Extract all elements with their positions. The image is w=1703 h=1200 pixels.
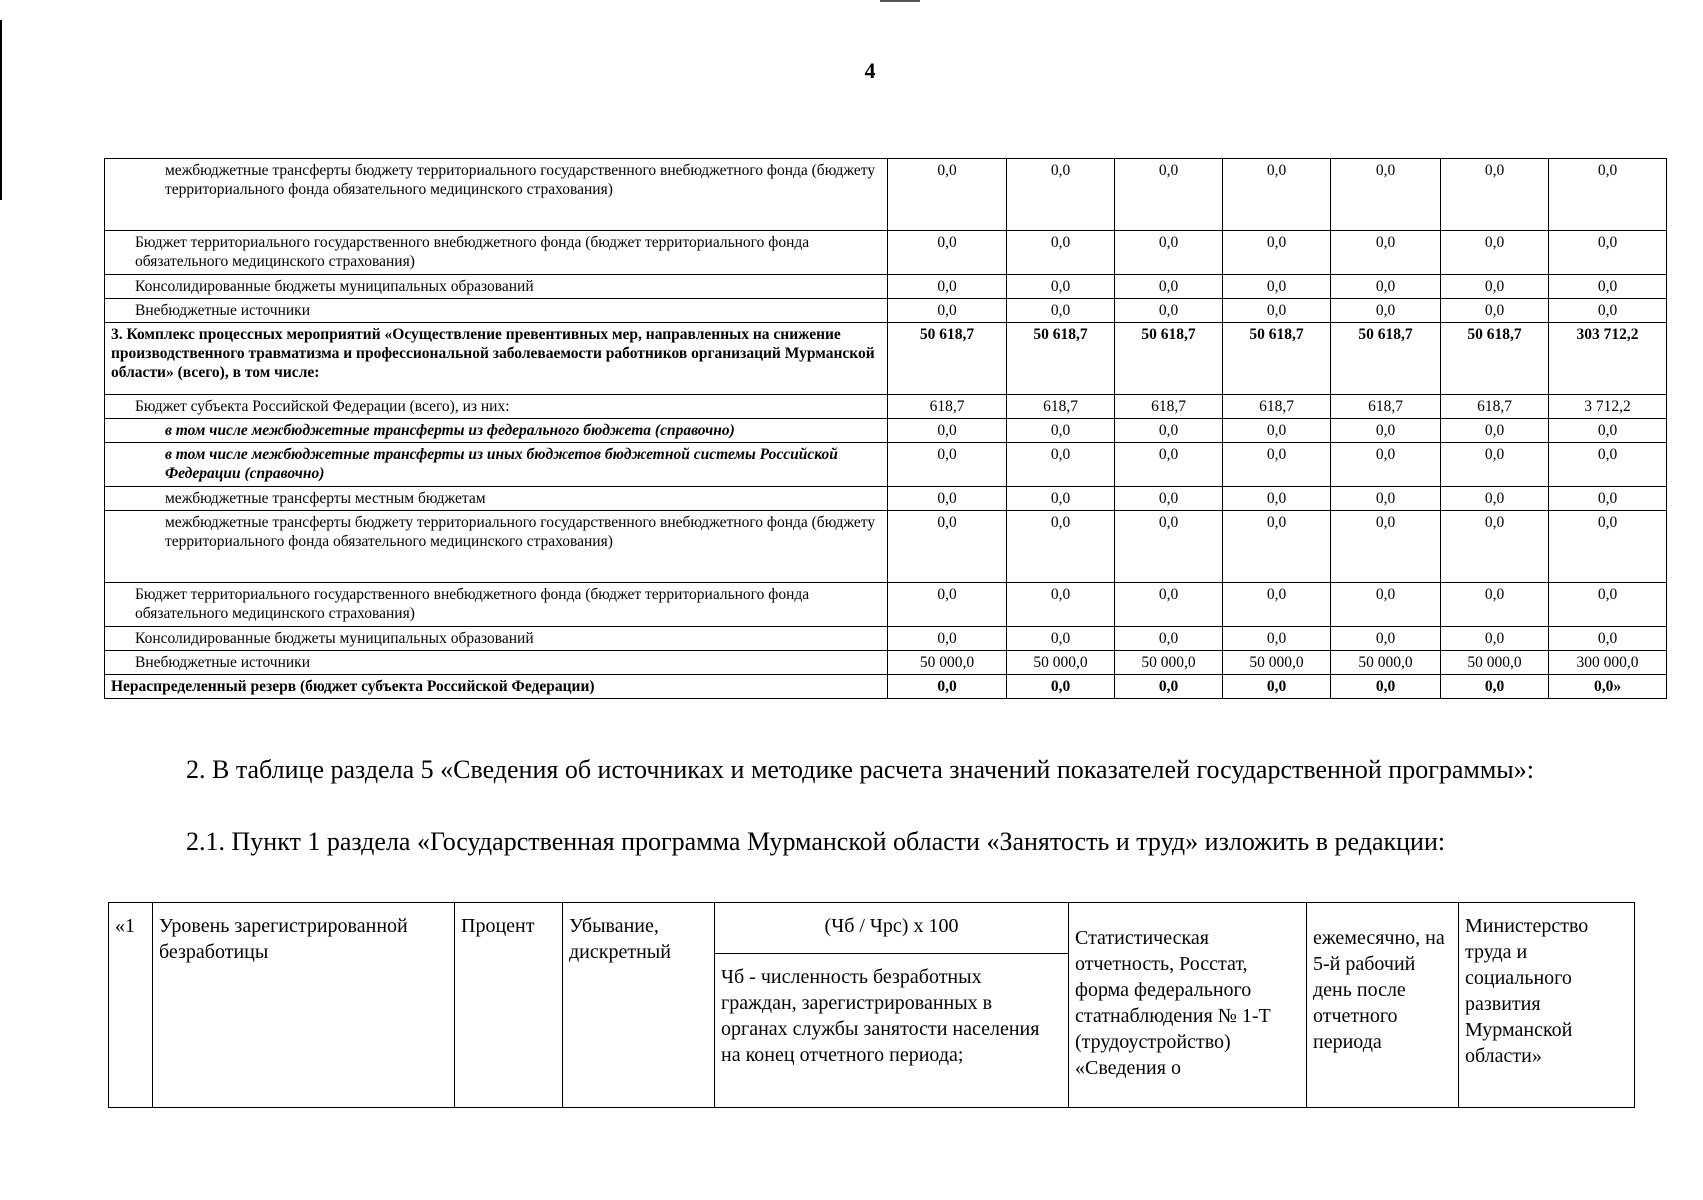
- budget-value-cell: 0,0: [1441, 299, 1549, 323]
- budget-value-cell: 0,0: [1331, 275, 1441, 299]
- budget-value-cell: 0,0: [1223, 487, 1331, 511]
- budget-row: [105, 443, 1667, 487]
- budget-row: [105, 651, 1667, 675]
- budget-value-cell: 0,0: [1007, 443, 1115, 487]
- budget-value-cell: 0,0: [1549, 511, 1667, 583]
- budget-value-cell: 0,0: [1007, 487, 1115, 511]
- budget-value-cell: 0,0: [1549, 159, 1667, 231]
- budget-value-cell: 0,0: [1441, 675, 1549, 699]
- indicator-source: Статистическая отчетность, Росстат, форма федерального статнаблюдения № 1-Т (трудоустройство) «Сведения о: [1069, 903, 1307, 1108]
- amendment-paragraph-1: 2. В таблице раздела 5 «Сведения об источниках и методике расчета значений показателей государственной программы»:: [186, 755, 1535, 784]
- budget-value-cell: 0,0: [1441, 511, 1549, 583]
- budget-value-cell: 618,7: [888, 395, 1007, 419]
- budget-row-label: Нераспределенный резерв (бюджет субъекта Российской Федерации): [105, 675, 888, 699]
- budget-value-cell: 3 712,2: [1549, 395, 1667, 419]
- budget-value-cell: 50 000,0: [1223, 651, 1331, 675]
- budget-value-cell: 0,0: [1331, 231, 1441, 275]
- budget-value-cell: 0,0: [888, 627, 1007, 651]
- indicator-formula: (Чб / Чрс) х 100: [715, 903, 1069, 954]
- budget-value-cell: 50 618,7: [1115, 323, 1223, 395]
- budget-row: [105, 159, 1667, 231]
- budget-value-cell: 0,0: [1441, 487, 1549, 511]
- budget-value-cell: 0,0: [1007, 299, 1115, 323]
- budget-value-cell: 0,0: [888, 487, 1007, 511]
- budget-value-cell: 0,0: [1441, 443, 1549, 487]
- budget-value-cell: 618,7: [1331, 395, 1441, 419]
- budget-row-label: Бюджет субъекта Российской Федерации (всего), из них:: [105, 395, 888, 419]
- budget-row-label: Бюджет территориального государственного внебюджетного фонда (бюджет территориального фонда обязательного медицинского страхования): [105, 231, 888, 275]
- budget-row: [105, 583, 1667, 627]
- budget-value-cell: 50 618,7: [888, 323, 1007, 395]
- scan-top-mark: [880, 0, 920, 2]
- budget-value-cell: 0,0: [1007, 419, 1115, 443]
- budget-row-label: в том числе межбюджетные трансферты из федерального бюджета (справочно): [105, 419, 888, 443]
- budget-value-cell: 618,7: [1441, 395, 1549, 419]
- budget-value-cell: 50 618,7: [1441, 323, 1549, 395]
- budget-value-cell: 0,0: [1331, 583, 1441, 627]
- budget-value-cell: 0,0: [1441, 583, 1549, 627]
- budget-row: [105, 675, 1667, 699]
- budget-value-cell: 618,7: [1007, 395, 1115, 419]
- budget-value-cell: 0,0: [1549, 231, 1667, 275]
- budget-value-cell: 0,0: [888, 231, 1007, 275]
- budget-value-cell: 0,0: [888, 583, 1007, 627]
- budget-value-cell: 0,0: [1115, 231, 1223, 275]
- budget-row-label: межбюджетные трансферты бюджету территориального государственного внебюджетного фонда (бюджету территориального фонда обязательного медицинского страхования): [105, 511, 888, 583]
- indicator-unit: Процент: [455, 903, 563, 1108]
- budget-value-cell: 0,0: [1331, 299, 1441, 323]
- budget-value-cell: 50 000,0: [1007, 651, 1115, 675]
- budget-value-cell: 0,0: [1223, 511, 1331, 583]
- budget-value-cell: 0,0: [1331, 159, 1441, 231]
- budget-value-cell: 0,0: [1441, 231, 1549, 275]
- budget-value-cell: 0,0: [1115, 299, 1223, 323]
- budget-value-cell: 0,0: [1115, 487, 1223, 511]
- budget-row-label: в том числе межбюджетные трансферты из иных бюджетов бюджетной системы Российской Федерации (справочно): [105, 443, 888, 487]
- page-number: 4: [864, 58, 876, 83]
- budget-value-cell: 0,0: [1549, 299, 1667, 323]
- budget-value-cell: 0,0: [1223, 627, 1331, 651]
- budget-value-cell: 0,0: [1331, 627, 1441, 651]
- budget-value-cell: 0,0: [1549, 583, 1667, 627]
- budget-value-cell: 0,0: [1115, 419, 1223, 443]
- budget-value-cell: 0,0: [1549, 443, 1667, 487]
- budget-value-cell: 0,0: [1007, 511, 1115, 583]
- indicator-name: Уровень зарегистрированной безработицы: [153, 903, 455, 1108]
- budget-row: [105, 299, 1667, 323]
- indicator-responsible: Министерство труда и социального развития Мурманской области»: [1459, 903, 1635, 1108]
- budget-value-cell: 303 712,2: [1549, 323, 1667, 395]
- budget-row: [105, 275, 1667, 299]
- budget-row-label: Внебюджетные источники: [105, 651, 888, 675]
- budget-value-cell: 0,0: [1007, 675, 1115, 699]
- budget-row: [105, 511, 1667, 583]
- budget-value-cell: 50 000,0: [1115, 651, 1223, 675]
- budget-table-body: [105, 159, 1667, 699]
- budget-value-cell: 0,0: [1223, 159, 1331, 231]
- budget-value-cell: 0,0: [1115, 443, 1223, 487]
- budget-value-cell: 0,0: [888, 299, 1007, 323]
- budget-value-cell: 0,0: [1115, 275, 1223, 299]
- budget-value-cell: 0,0: [1331, 443, 1441, 487]
- budget-value-cell: 0,0: [1007, 583, 1115, 627]
- budget-value-cell: 0,0: [1223, 675, 1331, 699]
- budget-value-cell: 0,0: [1549, 487, 1667, 511]
- budget-value-cell: 0,0: [888, 419, 1007, 443]
- indicator-number: «1: [109, 903, 153, 1108]
- budget-value-cell: 0,0: [1007, 275, 1115, 299]
- budget-value-cell: 0,0: [1549, 419, 1667, 443]
- budget-row: [105, 395, 1667, 419]
- budget-value-cell: 50 000,0: [888, 651, 1007, 675]
- budget-value-cell: 0,0: [1331, 419, 1441, 443]
- budget-row-label: Внебюджетные источники: [105, 299, 888, 323]
- amendment-paragraph-2: 2.1. Пункт 1 раздела «Государственная программа Мурманской области «Занятость и труд» изложить в редакции:: [186, 827, 1446, 856]
- budget-value-cell: 0,0: [888, 275, 1007, 299]
- budget-value-cell: 0,0: [1441, 627, 1549, 651]
- budget-value-cell: 0,0: [1549, 627, 1667, 651]
- budget-value-cell: 0,0: [1223, 583, 1331, 627]
- budget-table: [104, 158, 1667, 699]
- indicator-formula-description: Чб - численность безработных граждан, зарегистрированных в органах службы занятости населения на конец отчетного периода;: [715, 954, 1069, 1108]
- indicator-trend: Убывание, дискретный: [563, 903, 715, 1108]
- budget-row: [105, 323, 1667, 395]
- budget-value-cell: 0,0: [1331, 487, 1441, 511]
- budget-value-cell: 50 618,7: [1223, 323, 1331, 395]
- budget-value-cell: 300 000,0: [1549, 651, 1667, 675]
- budget-value-cell: 0,0: [1223, 275, 1331, 299]
- budget-row-label: Бюджет территориального государственного внебюджетного фонда (бюджет территориального фонда обязательного медицинского страхования): [105, 583, 888, 627]
- indicator-table: [108, 902, 1635, 1108]
- budget-row-label: Консолидированные бюджеты муниципальных образований: [105, 627, 888, 651]
- indicator-row: [109, 903, 1635, 954]
- budget-value-cell: 50 000,0: [1441, 651, 1549, 675]
- budget-value-cell: 0,0: [1331, 675, 1441, 699]
- budget-value-cell: 50 618,7: [1331, 323, 1441, 395]
- budget-value-cell: 0,0: [888, 675, 1007, 699]
- budget-row-label: Консолидированные бюджеты муниципальных образований: [105, 275, 888, 299]
- budget-value-cell: 0,0: [1223, 443, 1331, 487]
- budget-value-cell: 0,0: [1223, 231, 1331, 275]
- budget-value-cell: 50 618,7: [1007, 323, 1115, 395]
- budget-row-label: межбюджетные трансферты бюджету территориального государственного внебюджетного фонда (бюджету территориального фонда обязательного медицинского страхования): [105, 159, 888, 231]
- budget-row: [105, 231, 1667, 275]
- budget-value-cell: 0,0: [1441, 275, 1549, 299]
- budget-row-label: 3. Комплекс процессных мероприятий «Осуществление превентивных мер, направленных на снижение производственного травматизма и профессиональной заболеваемости работников организаций Мурманской области» (всего), в том числе:: [105, 323, 888, 395]
- budget-value-cell: 0,0: [1115, 159, 1223, 231]
- budget-value-cell: 0,0: [1007, 231, 1115, 275]
- budget-value-cell: 0,0: [1549, 275, 1667, 299]
- budget-value-cell: 0,0: [1115, 675, 1223, 699]
- budget-row-label: межбюджетные трансферты местным бюджетам: [105, 487, 888, 511]
- budget-row: [105, 419, 1667, 443]
- scan-edge-line: [0, 20, 2, 200]
- budget-value-cell: 0,0: [1115, 627, 1223, 651]
- budget-value-cell: 0,0: [1441, 159, 1549, 231]
- budget-value-cell: 0,0: [1007, 159, 1115, 231]
- budget-value-cell: 0,0: [1223, 299, 1331, 323]
- budget-value-cell: 0,0: [888, 511, 1007, 583]
- budget-row: [105, 627, 1667, 651]
- budget-value-cell: 50 000,0: [1331, 651, 1441, 675]
- budget-value-cell: 0,0»: [1549, 675, 1667, 699]
- budget-value-cell: 0,0: [1331, 511, 1441, 583]
- budget-value-cell: 0,0: [888, 443, 1007, 487]
- indicator-period: ежемесячно, на 5-й рабочий день после отчетного периода: [1307, 903, 1459, 1108]
- budget-value-cell: 0,0: [1007, 627, 1115, 651]
- budget-value-cell: 0,0: [1223, 419, 1331, 443]
- budget-value-cell: 0,0: [1441, 419, 1549, 443]
- budget-value-cell: 0,0: [1115, 583, 1223, 627]
- budget-value-cell: 618,7: [1115, 395, 1223, 419]
- budget-value-cell: 618,7: [1223, 395, 1331, 419]
- budget-row: [105, 487, 1667, 511]
- budget-value-cell: 0,0: [1115, 511, 1223, 583]
- budget-value-cell: 0,0: [888, 159, 1007, 231]
